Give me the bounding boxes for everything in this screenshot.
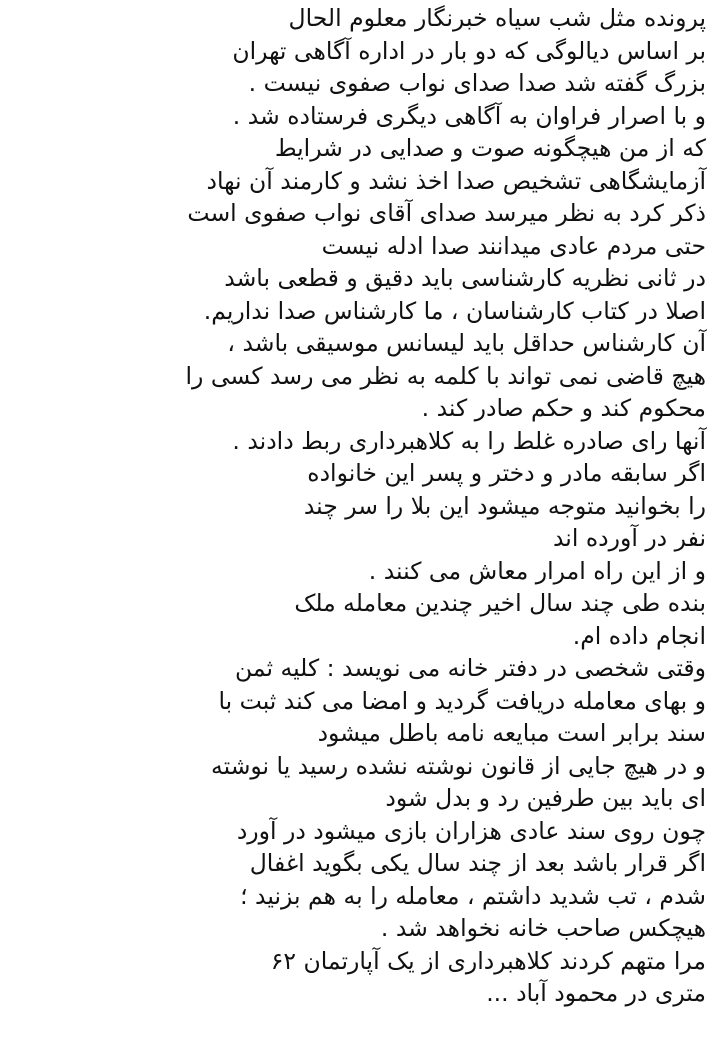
- text-line: هیچکس صاحب خانه نخواهد شد .: [380, 914, 706, 942]
- text-line: هیچ قاضی نمی تواند با کلمه به نظر می رسد کسی را: [185, 361, 706, 390]
- text-line: آزمایشگاهی تشخیص صدا اخذ نشد و کارمند آن نهاد: [206, 166, 706, 195]
- text-line: ای باید بین طرفین رد و بدل شود: [385, 784, 706, 812]
- text-line: اصلا در کتاب کارشناسان ، ما کارشناس صدا نداریم.: [203, 296, 706, 325]
- text-line: شدم ، تب شدید داشتم ، معامله را به هم بزنید ؛: [240, 881, 706, 910]
- text-line: وقتی شخصی در دفتر خانه می نویسد : کلیه ثمن: [235, 654, 706, 682]
- text-line: حتی مردم عادی میدانند صدا ادله نیست: [321, 231, 706, 260]
- text-line: و با اصرار فراوان به آگاهی دیگری فرستاده شد .: [232, 101, 706, 130]
- text-line: اگر سابقه مادر و دختر و پسر این خانواده: [307, 459, 706, 487]
- text-line: و از این راه امرار معاش می کنند .: [368, 556, 706, 585]
- text-line: محکوم کند و حکم صادر کند .: [421, 394, 706, 422]
- text-line: اگر قرار باشد بعد از چند سال یکی بگوید اغفال: [249, 849, 706, 877]
- text-line: آنها رای صادره غلط را به کلاهبرداری ربط دادند .: [232, 426, 706, 455]
- text-line: و در هیچ جایی از قانون نوشته نشده رسید یا نوشته: [211, 751, 706, 780]
- document-text: [6, 2, 706, 1010]
- text-line: که از من هیچگونه صوت و صدایی در شرایط: [274, 134, 706, 162]
- text-line: بزرگ گفته شد صدا صدای نواب صفوی نیست .: [248, 69, 706, 97]
- text-line: بنده طی چند سال اخیر چندین معامله ملک: [294, 589, 706, 617]
- text-line: آن کارشناس حداقل باید لیسانس موسیقی باشد ،: [227, 329, 706, 357]
- text-line: متری در محمود آباد ...: [486, 979, 706, 1007]
- text-line: سند برابر است مبایعه نامه باطل میشود: [317, 719, 706, 747]
- text-line: انجام داده ام.: [572, 621, 706, 650]
- text-line: پرونده مثل شب سیاه خبرنگار معلوم الحال: [288, 4, 706, 32]
- text-line: و بهای معامله دریافت گردید و امضا می کند ثبت با: [218, 686, 706, 715]
- text-line: چون روی سند عادی هزاران بازی میشود در آورد: [236, 816, 706, 845]
- text-line: در ثانی نظریه کارشناسی باید دقیق و قطعی باشد: [224, 264, 706, 292]
- text-line: مرا متهم کردند کلاهبرداری از یک آپارتمان ۶۲: [270, 946, 706, 975]
- text-line: را بخوانید متوجه میشود این بلا را سر چند: [303, 491, 706, 520]
- text-line: بر اساس دیالوگی که دو بار در اداره آگاهی تهران: [232, 36, 706, 65]
- text-line: نفر در آورده اند: [552, 524, 706, 552]
- text-line: ذکر کرد به نظر میرسد صدای آقای نواب صفوی است: [187, 199, 706, 227]
